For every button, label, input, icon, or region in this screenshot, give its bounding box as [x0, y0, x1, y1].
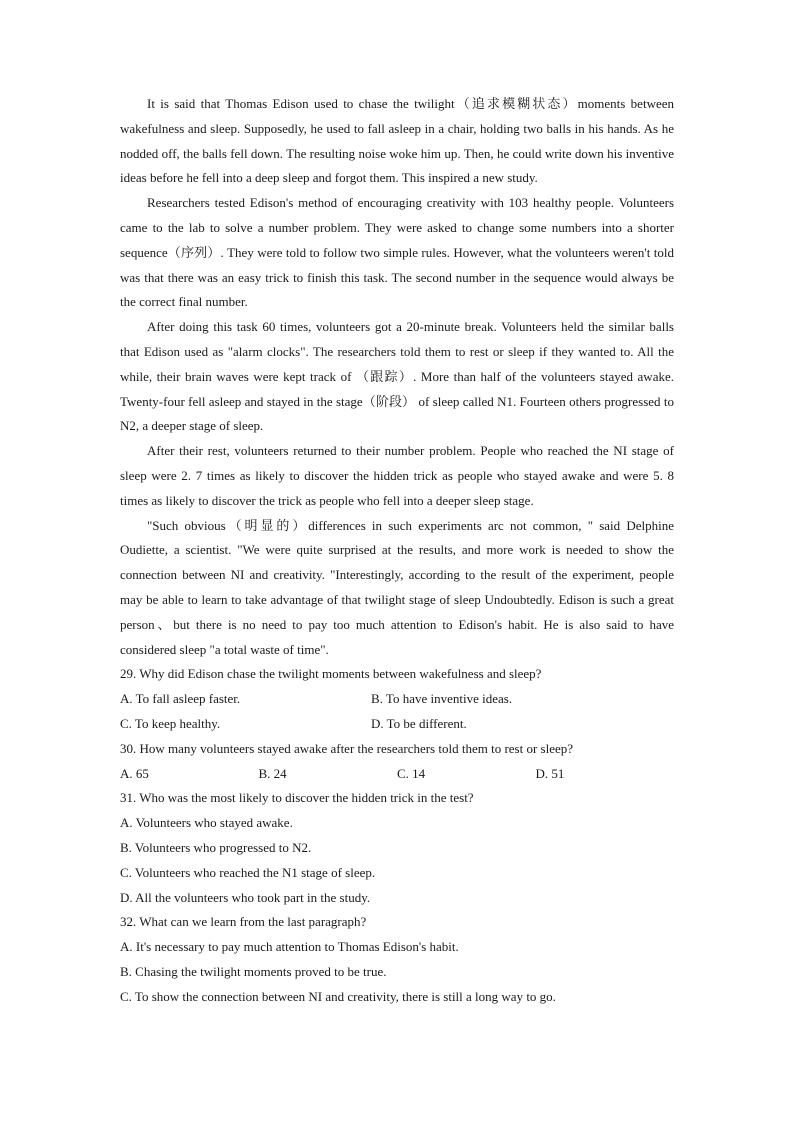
passage-paragraph-1: It is said that Thomas Edison used to chase the twilight（追求模糊状态）moments between wakefulness and sleep. Supposedly, he used to fall asleep in a chair, holding two balls in his hands. As he nodded off, the balls fell down. The resulting noise woke him up. Then, he could write down his inventive ideas before he fell into a deep sleep and forgot them. This inspired a new study.: [120, 96, 674, 186]
passage-paragraph-4: After their rest, volunteers returned to their number problem. People who reached the NI stage of sleep were 2. 7 times as likely to discover the hidden trick as people who stayed awake and were 5. 8 times as likely to discover the trick as people who fell into a deeper sleep stage.: [120, 443, 674, 508]
question-32-option-b: B. Chasing the twilight moments proved to be true.: [120, 963, 387, 979]
question-29-options-row-2: [120, 712, 674, 737]
question-30-option-c: C. 14: [397, 765, 426, 781]
question-30-option-d: D. 51: [535, 765, 565, 781]
passage-paragraph-3: After doing this task 60 times, volunteers got a 20-minute break. Volunteers held the similar balls that Edison used as "alarm clocks". The researchers told them to rest or sleep if they wanted to. All the while, their brain waves were kept track of （跟踪）. More than half of the volunteers stayed awake. Twenty-four fell asleep and stayed in the stage（阶段） of sleep called N1. Fourteen others progressed to N2, a deeper stage of sleep.: [120, 319, 674, 434]
question-31-option-c: C. Volunteers who reached the N1 stage of sleep.: [120, 864, 376, 880]
question-29-option-a: A. To fall asleep faster.: [120, 691, 241, 707]
question-32-option-c: C. To show the connection between NI and creativity, there is still a long way to go.: [120, 988, 556, 1004]
question-32-option-a: A. It's necessary to pay much attention to Thomas Edison's habit.: [120, 939, 459, 955]
passage-paragraph-5: "Such obvious（明显的）differences in such experiments arc not common, " said Delphine Oudiette, a scientist. "We were quite surprised at the results, and more work is needed to show the connection between NI and creativity. "Interestingly, according to the result of the experiment, people may be able to learn to take advantage of that twilight stage of sleep Undoubtedly. Edison is such a great person、but there is no need to pay too much attention to Edison's habit. He is also said to have considered sleep "a total waste of time".: [120, 517, 674, 657]
question-30-stem: 30. How many volunteers stayed awake after the researchers told them to rest or sleep?: [120, 740, 574, 756]
question-30-options-row: [120, 762, 674, 787]
question-29-stem: 29. Why did Edison chase the twilight moments between wakefulness and sleep?: [120, 666, 542, 682]
question-29-options-row-1: [120, 687, 674, 712]
question-31-stem: 31. Who was the most likely to discover the hidden trick in the test?: [120, 790, 474, 806]
question-29-option-b: B. To have inventive ideas.: [371, 691, 513, 707]
question-30-option-a: A. 65: [120, 765, 149, 781]
question-31-option-a: A. Volunteers who stayed awake.: [120, 815, 293, 831]
question-32-stem: 32. What can we learn from the last paragraph?: [120, 914, 367, 930]
question-31-option-b: B. Volunteers who progressed to N2.: [120, 839, 312, 855]
question-30-option-b: B. 24: [258, 765, 287, 781]
question-29-option-c: C. To keep healthy.: [120, 715, 221, 731]
question-29-option-d: D. To be different.: [371, 715, 467, 731]
passage-paragraph-2: Researchers tested Edison's method of encouraging creativity with 103 healthy people. Volunteers came to the lab to solve a number problem. They were asked to change some numbers into a shorter sequence（序列）. They were told to follow two simple rules. However, what the volunteers weren't told was that there was an easy trick to finish this task. The second number in the sequence would always be the correct final number.: [120, 195, 674, 310]
question-31-option-d: D. All the volunteers who took part in the study.: [120, 889, 371, 905]
document-page: [120, 92, 674, 1009]
